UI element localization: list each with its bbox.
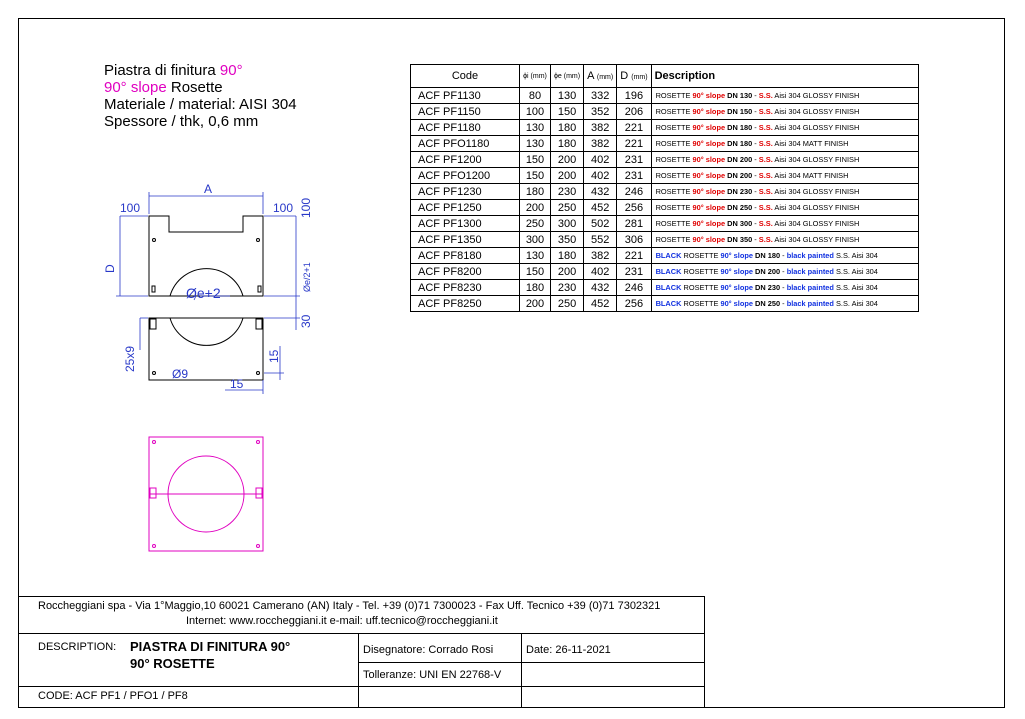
cell-d: 231 xyxy=(617,152,651,168)
description-part: DN 350 xyxy=(725,235,753,244)
cell-code: ACF PF1230 xyxy=(411,184,520,200)
description-part: black painted xyxy=(786,251,834,260)
description-part: S.S. Aisi 304 xyxy=(833,299,878,308)
footer-line xyxy=(521,633,522,708)
description-part: S.S. xyxy=(758,155,773,164)
description-part: ROSETTE xyxy=(655,139,693,148)
header-code: Code xyxy=(411,65,520,88)
code-line: CODE: ACF PF1 / PFO1 / PF8 xyxy=(38,690,188,702)
cell-a: 552 xyxy=(584,232,617,248)
table-row xyxy=(411,184,919,200)
cell-a: 402 xyxy=(584,152,617,168)
description-part: Aisi 304 MATT FINISH xyxy=(772,171,849,180)
description-part: S.S. Aisi 304 xyxy=(833,251,878,260)
cell-a: 382 xyxy=(584,136,617,152)
slot xyxy=(256,319,262,329)
description-part: S.S. xyxy=(758,91,773,100)
table-row xyxy=(411,280,919,296)
cell-phi-i: 130 xyxy=(520,248,551,264)
hole-marker xyxy=(152,286,155,292)
description-rosette: ROSETTE xyxy=(681,267,721,276)
spec-table xyxy=(410,64,919,312)
hole xyxy=(257,372,260,375)
cell-a: 332 xyxy=(584,88,617,104)
title-thickness: Spessore / thk, 0,6 mm xyxy=(104,113,259,130)
cell-a: 402 xyxy=(584,264,617,280)
table-row xyxy=(411,232,919,248)
title-material: Materiale / material: AISI 304 xyxy=(104,96,297,113)
footer-line xyxy=(18,596,704,597)
description-part: - xyxy=(752,187,759,196)
description-part: Aisi 304 MATT FINISH xyxy=(772,139,849,148)
header-a: A (mm) xyxy=(584,65,617,88)
cell-code: ACF PFO1180 xyxy=(411,136,520,152)
cell-phi-i: 300 xyxy=(520,232,551,248)
description-part: S.S. xyxy=(758,235,773,244)
description-part: 90° slope xyxy=(692,219,726,228)
cell-description xyxy=(651,104,918,120)
description-part: DN 230 xyxy=(753,283,781,292)
description-part: S.S. xyxy=(758,107,773,116)
dim-100-right: 100 xyxy=(273,201,294,215)
description-part: black painted xyxy=(786,267,834,276)
hole-marker xyxy=(258,286,261,292)
description-part: DN 130 xyxy=(725,91,753,100)
slot xyxy=(150,319,156,329)
description-part xyxy=(656,299,721,308)
cell-d: 306 xyxy=(617,232,651,248)
description-rosette: ROSETTE xyxy=(681,299,721,308)
dim-100-vert: 100 xyxy=(299,197,313,218)
description-part: DN 250 xyxy=(753,299,781,308)
cell-code: ACF PF8250 xyxy=(411,296,520,312)
table-row xyxy=(411,152,919,168)
description-part: - xyxy=(752,91,759,100)
description-part: DN 180 xyxy=(725,139,753,148)
cell-description xyxy=(651,232,918,248)
cell-code: ACF PF1250 xyxy=(411,200,520,216)
description-part xyxy=(656,283,721,292)
cell-phi-i: 150 xyxy=(520,152,551,168)
cell-phi-i: 130 xyxy=(520,120,551,136)
cell-phi-e: 180 xyxy=(551,248,584,264)
description-part: - xyxy=(752,123,759,132)
dim-15-horiz-label: 15 xyxy=(230,377,244,391)
description-part: 90° slope xyxy=(720,299,753,308)
cell-phi-i: 150 xyxy=(520,168,551,184)
title-angle: 90° xyxy=(219,62,243,79)
cell-phi-e: 180 xyxy=(551,136,584,152)
cell-d: 281 xyxy=(617,216,651,232)
cell-code: ACF PF1200 xyxy=(411,152,520,168)
description-part: 90° slope xyxy=(692,155,726,164)
description-part: - xyxy=(752,155,759,164)
cell-code: ACF PF1150 xyxy=(411,104,520,120)
description-part: - xyxy=(780,283,787,292)
semicircle-cutout-bottom xyxy=(170,318,243,345)
cell-description xyxy=(651,280,918,296)
description-part: - xyxy=(752,219,759,228)
cell-d: 221 xyxy=(617,120,651,136)
description-part: 90° slope xyxy=(692,91,726,100)
cell-description xyxy=(651,120,918,136)
description-part: ROSETTE xyxy=(655,91,693,100)
cell-phi-e: 300 xyxy=(551,216,584,232)
description-black: BLACK xyxy=(655,251,682,260)
description-part: 90° slope xyxy=(720,251,753,260)
company-internet: Internet: www.roccheggiani.it e-mail: uff.tecnico@roccheggiani.it xyxy=(186,615,498,627)
header-phi-i: ϕi (mm) xyxy=(520,65,551,88)
description-black: BLACK xyxy=(655,267,682,276)
table-row xyxy=(411,216,919,232)
table-row xyxy=(411,296,919,312)
description-part: DN 200 xyxy=(753,267,781,276)
cell-d: 246 xyxy=(617,184,651,200)
table-header-row xyxy=(411,65,919,88)
cell-code: ACF PF1180 xyxy=(411,120,520,136)
description-part: - xyxy=(780,267,787,276)
cell-a: 402 xyxy=(584,168,617,184)
description-part: Aisi 304 GLOSSY FINISH xyxy=(772,91,860,100)
description-part: DN 200 xyxy=(725,155,753,164)
title-line1: Piastra di finitura xyxy=(104,62,220,79)
cell-code: ACF PFO1200 xyxy=(411,168,520,184)
description-part: ROSETTE xyxy=(655,187,693,196)
description-part: DN 180 xyxy=(725,123,753,132)
cell-phi-e: 230 xyxy=(551,280,584,296)
footer-line xyxy=(18,633,704,634)
description-part: ROSETTE xyxy=(655,235,693,244)
cell-phi-e: 350 xyxy=(551,232,584,248)
title-rosette: Rosette xyxy=(166,79,223,96)
date: Date: 26-11-2021 xyxy=(526,644,611,656)
cell-code: ACF PF1130 xyxy=(411,88,520,104)
cell-phi-e: 130 xyxy=(551,88,584,104)
cell-a: 452 xyxy=(584,200,617,216)
cell-d: 256 xyxy=(617,296,651,312)
description-label: DESCRIPTION: xyxy=(38,641,117,653)
title-block xyxy=(104,62,297,130)
description-part: Aisi 304 GLOSSY FINISH xyxy=(772,123,860,132)
description-part: 90° slope xyxy=(692,203,726,212)
cell-a: 432 xyxy=(584,184,617,200)
cell-a: 502 xyxy=(584,216,617,232)
description-part: Aisi 304 GLOSSY FINISH xyxy=(772,235,860,244)
description-part: ROSETTE xyxy=(655,155,693,164)
description-part: S.S. xyxy=(758,219,773,228)
cell-d: 256 xyxy=(617,200,651,216)
cell-code: ACF PF8200 xyxy=(411,264,520,280)
description-part: 90° slope xyxy=(692,107,726,116)
cell-a: 382 xyxy=(584,248,617,264)
header-phi-e: ϕe (mm) xyxy=(551,65,584,88)
cell-phi-i: 180 xyxy=(520,184,551,200)
description-line2: 90° ROSETTE xyxy=(130,656,215,671)
cell-phi-i: 80 xyxy=(520,88,551,104)
cell-phi-e: 200 xyxy=(551,168,584,184)
cell-d: 221 xyxy=(617,136,651,152)
hole xyxy=(153,239,156,242)
description-part: 90° slope xyxy=(692,235,726,244)
table-row xyxy=(411,120,919,136)
cell-phi-i: 130 xyxy=(520,136,551,152)
dim-phi-9-label: Ø9 xyxy=(172,367,189,381)
cell-phi-e: 230 xyxy=(551,184,584,200)
table-row xyxy=(411,248,919,264)
description-part: S.S. xyxy=(758,171,773,180)
description-part: 90° slope xyxy=(720,283,753,292)
cell-description xyxy=(651,136,918,152)
cell-description xyxy=(651,184,918,200)
cell-d: 221 xyxy=(617,248,651,264)
cell-a: 432 xyxy=(584,280,617,296)
cell-d: 206 xyxy=(617,104,651,120)
description-rosette: ROSETTE xyxy=(681,251,721,260)
description-part: 90° slope xyxy=(692,171,726,180)
cell-phi-e: 200 xyxy=(551,152,584,168)
description-part: Aisi 304 GLOSSY FINISH xyxy=(772,203,860,212)
title-slope: 90° slope xyxy=(104,79,167,96)
description-part: - xyxy=(780,299,787,308)
dim-30-label: 30 xyxy=(299,314,313,328)
cell-code: ACF PF8230 xyxy=(411,280,520,296)
dim-100-left: 100 xyxy=(120,201,141,215)
description-part: Aisi 304 GLOSSY FINISH xyxy=(772,187,860,196)
table-row xyxy=(411,168,919,184)
dim-phi-e-label: Øe+2 xyxy=(186,285,221,301)
cell-phi-i: 200 xyxy=(520,200,551,216)
table-row xyxy=(411,88,919,104)
cell-a: 452 xyxy=(584,296,617,312)
table-row xyxy=(411,104,919,120)
description-line1: PIASTRA DI FINITURA 90° xyxy=(130,639,291,654)
description-part: 90° slope xyxy=(720,267,753,276)
description-part: DN 250 xyxy=(725,203,753,212)
cell-code: ACF PF1300 xyxy=(411,216,520,232)
cell-phi-e: 180 xyxy=(551,120,584,136)
description-part: - xyxy=(752,139,759,148)
description-part: DN 180 xyxy=(753,251,781,260)
table-row xyxy=(411,200,919,216)
footer-line xyxy=(358,662,704,663)
description-part: - xyxy=(752,171,759,180)
description-part: black painted xyxy=(786,283,834,292)
description-part: S.S. xyxy=(758,139,773,148)
header-description: Description xyxy=(651,65,918,88)
description-part: - xyxy=(752,203,759,212)
description-part: 90° slope xyxy=(692,123,726,132)
description-part xyxy=(656,267,721,276)
cell-phi-i: 180 xyxy=(520,280,551,296)
description-part: ROSETTE xyxy=(655,203,693,212)
top-plate-outline xyxy=(149,216,263,296)
description-part: ROSETTE xyxy=(655,219,693,228)
cell-phi-e: 250 xyxy=(551,296,584,312)
description-part: Aisi 304 GLOSSY FINISH xyxy=(772,107,860,116)
description-part: DN 300 xyxy=(725,219,753,228)
header-d: D (mm) xyxy=(617,65,651,88)
cell-phi-i: 200 xyxy=(520,296,551,312)
cell-code: ACF PF1350 xyxy=(411,232,520,248)
cell-description xyxy=(651,296,918,312)
designer: Disegnatore: Corrado Rosi xyxy=(363,644,494,656)
cell-a: 382 xyxy=(584,120,617,136)
cell-phi-i: 100 xyxy=(520,104,551,120)
spec-table-wrap xyxy=(410,64,919,312)
dim-25x9-label: 25x9 xyxy=(123,345,137,372)
description-part: black painted xyxy=(786,299,834,308)
description-part: S.S. Aisi 304 xyxy=(833,283,878,292)
description-part: ROSETTE xyxy=(655,107,693,116)
description-part: S.S. xyxy=(758,187,773,196)
cell-d: 196 xyxy=(617,88,651,104)
cell-description xyxy=(651,200,918,216)
footer-line xyxy=(18,686,704,687)
dim-15-vert-label: 15 xyxy=(267,349,281,363)
description-part: S.S. Aisi 304 xyxy=(833,267,878,276)
description-part: - xyxy=(752,235,759,244)
description-part: DN 200 xyxy=(725,171,753,180)
description-part: Aisi 304 GLOSSY FINISH xyxy=(772,155,860,164)
description-part: - xyxy=(752,107,759,116)
description-part: 90° slope xyxy=(692,187,726,196)
technical-drawing xyxy=(100,180,320,560)
cell-phi-i: 250 xyxy=(520,216,551,232)
hole xyxy=(153,372,156,375)
cell-description xyxy=(651,216,918,232)
cell-description xyxy=(651,264,918,280)
description-part: Aisi 304 GLOSSY FINISH xyxy=(772,219,860,228)
description-part: ROSETTE xyxy=(655,171,693,180)
description-part: ROSETTE xyxy=(655,123,693,132)
description-part: S.S. xyxy=(758,123,773,132)
description-part xyxy=(656,251,721,260)
cell-a: 352 xyxy=(584,104,617,120)
cell-description xyxy=(651,88,918,104)
cell-d: 246 xyxy=(617,280,651,296)
title-block-footer xyxy=(18,596,704,708)
description-part: S.S. xyxy=(758,203,773,212)
dim-phi-e-side: Øe/2+1 xyxy=(302,262,312,292)
bottom-plate-outline xyxy=(149,318,263,380)
cell-phi-i: 150 xyxy=(520,264,551,280)
cell-phi-e: 150 xyxy=(551,104,584,120)
description-part: DN 230 xyxy=(725,187,753,196)
footer-line xyxy=(704,596,705,708)
table-row xyxy=(411,136,919,152)
cell-description xyxy=(651,168,918,184)
dim-a-label: A xyxy=(204,182,213,196)
description-rosette: ROSETTE xyxy=(681,283,721,292)
cell-description xyxy=(651,152,918,168)
tolerances: Tolleranze: UNI EN 22768-V xyxy=(363,669,502,681)
cell-description xyxy=(651,248,918,264)
cell-phi-e: 200 xyxy=(551,264,584,280)
cell-d: 231 xyxy=(617,168,651,184)
description-part: 90° slope xyxy=(692,139,726,148)
description-black: BLACK xyxy=(655,299,682,308)
dim-d-label: D xyxy=(103,264,117,273)
hole xyxy=(257,239,260,242)
description-part: - xyxy=(780,251,787,260)
description-black: BLACK xyxy=(655,283,682,292)
table-row xyxy=(411,264,919,280)
description-part: DN 150 xyxy=(725,107,753,116)
footer-line xyxy=(358,633,359,708)
cell-phi-e: 250 xyxy=(551,200,584,216)
cell-d: 231 xyxy=(617,264,651,280)
company-info: Roccheggiani spa - Via 1°Maggio,10 60021 Camerano (AN) Italy - Tel. +39 (0)71 7300023 - Fax Uff. Tecnico +39 (0)71 7302321 xyxy=(38,600,661,612)
cell-code: ACF PF8180 xyxy=(411,248,520,264)
